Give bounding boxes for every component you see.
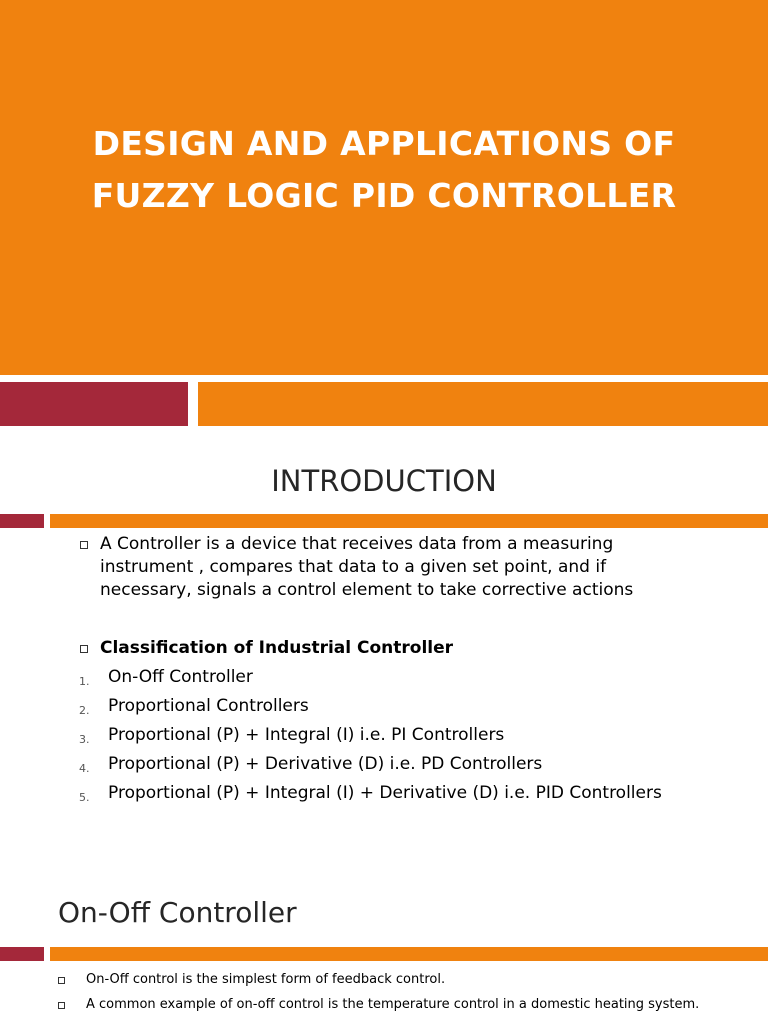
divider-accent-left <box>0 514 44 528</box>
bullet-square-icon <box>80 645 88 653</box>
list-item: Proportional (P) + Integral (I) + Derivative (D) i.e. PID Controllers <box>108 783 662 803</box>
section-title-introduction: INTRODUCTION <box>271 464 497 498</box>
accent-bar-right <box>198 382 768 426</box>
definition-line1: A Controller is a device that receives data from a measuring <box>100 534 614 554</box>
section-title-on-off: On-Off Controller <box>58 896 297 929</box>
divider-accent-left <box>0 947 44 961</box>
on-off-bullet: On-Off control is the simplest form of feedback control. <box>86 972 446 987</box>
list-item: Proportional (P) + Derivative (D) i.e. PD Controllers <box>108 754 543 774</box>
list-number: 5. <box>79 791 90 804</box>
definition-line2: instrument , compares that data to a given set point, and if <box>100 557 607 577</box>
list-number: 4. <box>79 762 90 775</box>
list-number: 2. <box>79 704 90 717</box>
divider-accent-right <box>50 514 768 528</box>
bullet-square-icon <box>80 541 88 549</box>
list-number: 3. <box>79 733 90 746</box>
on-off-bullet: A common example of on-off control is the temperature control in a domestic heating system. <box>86 997 700 1012</box>
list-item: Proportional (P) + Integral (I) i.e. PI Controllers <box>108 725 505 745</box>
title-slide-banner <box>0 0 768 375</box>
slide-title-line2: FUZZY LOGIC PID CONTROLLER <box>91 176 677 215</box>
list-number: 1. <box>79 675 90 688</box>
definition-line3: necessary, signals a control element to take corrective actions <box>100 580 634 600</box>
slide-title <box>40 118 728 222</box>
accent-bar-left <box>0 382 188 426</box>
slide-title-line1: DESIGN AND APPLICATIONS OF <box>92 124 676 163</box>
classification-heading: Classification of Industrial Controller <box>100 638 454 658</box>
list-item: On-Off Controller <box>108 667 253 687</box>
bullet-square-icon <box>58 1002 65 1009</box>
bullet-square-icon <box>58 977 65 984</box>
divider-accent-right <box>50 947 768 961</box>
controller-definition <box>100 533 660 602</box>
list-item: Proportional Controllers <box>108 696 309 716</box>
